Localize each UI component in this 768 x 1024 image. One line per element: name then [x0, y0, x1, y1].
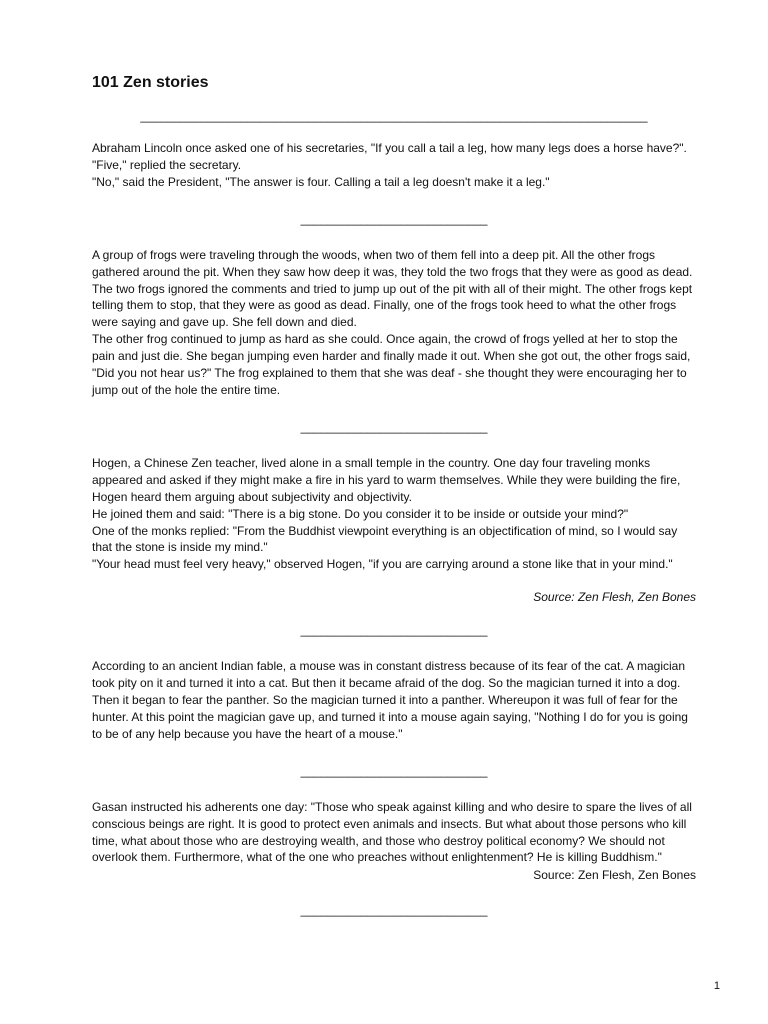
- story-paragraph: Abraham Lincoln once asked one of his secretaries, "If you call a tail a leg, how many legs does a horse have?".: [92, 141, 687, 155]
- story-divider: ____________________________: [300, 623, 488, 638]
- document-page: [92, 72, 696, 918]
- story-divider: ____________________________: [300, 211, 488, 226]
- story-paragraph: Hogen, a Chinese Zen teacher, lived alone in a small temple in the country. One day four traveling monks appeared and asked if they might make a fire in his yard to warm themselves. While they were building the fire, Hogen heard them arguing about subjectivity and objectivity.: [92, 455, 681, 504]
- story-paragraph: Gasan instructed his adherents one day: "Those who speak against killing and who desire to spare the lives of all conscious beings are right. It is good to protect even animals and insects. But what about those persons who kill time, what about those who are destroying wealth, and those who destroy political economy? We should not overlook them. Furthermore, what of the one who preaches without enlightenment? He is killing Buddhism.": [92, 799, 692, 865]
- story-source: Source: Zen Flesh, Zen Bones: [533, 590, 696, 605]
- story-gasan: [92, 799, 696, 867]
- document-title: 101 Zen stories: [92, 74, 209, 91]
- title-divider: ____________________________________________________________________________: [140, 109, 648, 123]
- story-divider: ____________________________: [300, 903, 488, 918]
- story-paragraph: "No," said the President, "The answer is four. Calling a tail a leg doesn't make it a leg.": [92, 174, 550, 189]
- story-mouse: [92, 658, 696, 743]
- story-paragraph: A group of frogs were traveling through the woods, when two of them fell into a deep pit. All the other frogs gathered around the pit. When they saw how deep it was, they told the two frogs that they were as good as dead.: [92, 247, 693, 279]
- story-paragraph: "Five," replied the secretary.: [92, 157, 242, 172]
- story-paragraph: According to an ancient Indian fable, a mouse was in constant distress because of its fear of the cat. A magician took pity on it and turned it into a cat. But then it became afraid of the dog. So the magician turned it into a dog. Then it began to fear the panther. So the magician turned it into a panther. Whereupon it was full of fear for the hunter. At this point the magician gave up, and turned it into a mouse again saying, "Nothing I do for you is going to be of any help because you have the heart of a mouse.": [92, 659, 688, 741]
- story-hogen: [92, 455, 696, 573]
- story-paragraph: One of the monks replied: "From the Buddhist viewpoint everything is an objectification of mind, so I would say that the stone is inside my mind.": [92, 523, 678, 555]
- story-paragraph: The two frogs ignored the comments and tried to jump up out of the pit with all of their might. The other frogs kept telling them to stop, that they were as good as dead. Finally, one of the frogs took heed to what the other frogs were saying and gave up. She fell down and died.: [92, 281, 693, 330]
- story-divider: ____________________________: [300, 763, 488, 778]
- story-paragraph: He joined them and said: "There is a big stone. Do you consider it to be inside or outside your mind?": [92, 506, 629, 521]
- story-source: Source: Zen Flesh, Zen Bones: [533, 868, 696, 883]
- story-paragraph: The other frog continued to jump as hard as she could. Once again, the crowd of frogs yelled at her to stop the pain and just die. She began jumping even harder and finally made it out. When she got out, the other frogs said, "Did you not hear us?" The frog explained to them that she was deaf - she thought they were encouraging her to jump out of the hole the entire time.: [92, 332, 691, 397]
- story-paragraph: "Your head must feel very heavy," observed Hogen, "if you are carrying around a stone like that in your mind.": [92, 557, 673, 572]
- story-frogs: [92, 247, 696, 399]
- story-lincoln: [92, 140, 696, 191]
- page-number: 1: [713, 980, 720, 992]
- story-divider: ____________________________: [300, 419, 488, 434]
